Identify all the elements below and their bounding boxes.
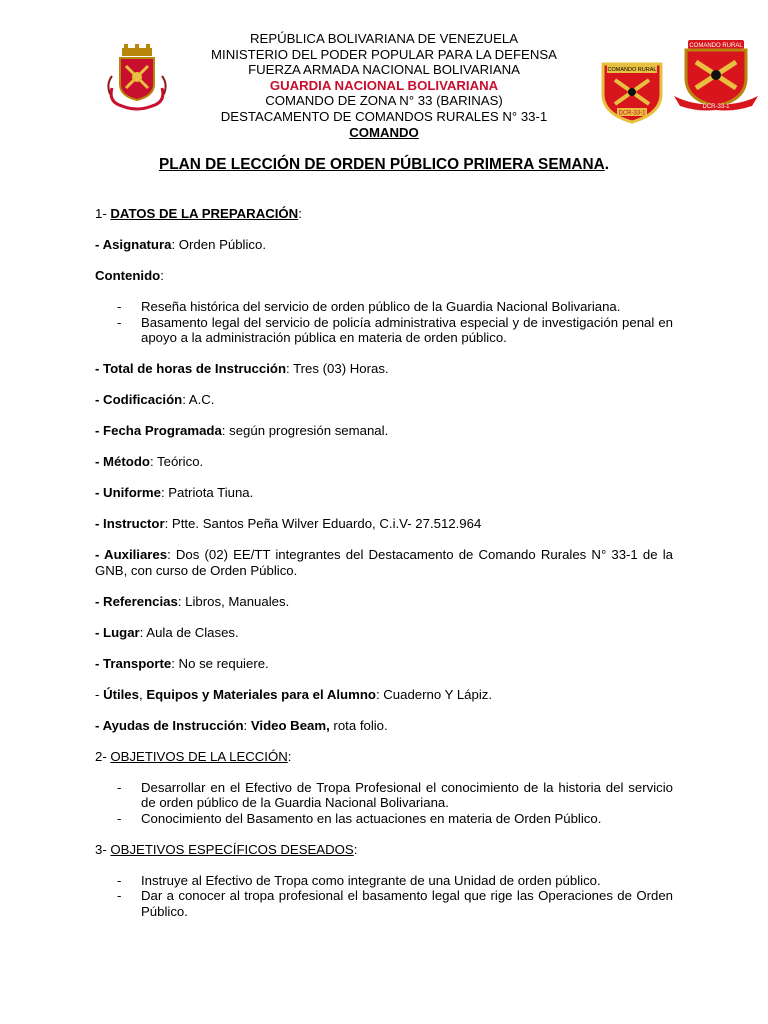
field-label: - Asignatura	[95, 236, 172, 252]
list-item: - Basamento legal del servicio de policía administrativa especial y de investigación penal en apoyo a la administración pública en materia de orden público.	[95, 315, 673, 346]
field-separator: ,	[138, 686, 147, 702]
field-lugar	[95, 625, 673, 641]
field-codificacion	[95, 392, 673, 408]
field-value: : según progresión semanal.	[221, 423, 389, 439]
field-label: - Instructor	[95, 516, 165, 532]
unit-crest-icon	[674, 40, 758, 112]
badge-bottom-text: DCR-33-1	[618, 110, 646, 117]
field-colon: :	[243, 717, 251, 733]
field-colon: :	[160, 267, 164, 283]
field-value: : Patriota Tiuna.	[160, 485, 254, 501]
section-number: 3-	[95, 841, 111, 857]
document-header	[150, 31, 618, 140]
field-label: - Transporte	[95, 655, 172, 671]
field-fecha	[95, 423, 673, 439]
field-asignatura	[95, 237, 673, 253]
list-item: - Reseña histórica del servicio de orden público de la Guardia Nacional Bolivariana.	[95, 299, 673, 315]
field-label: Contenido	[95, 267, 161, 283]
section-title: DATOS DE LA PREPARACIÓN	[110, 206, 299, 221]
section-title: OBJETIVOS DE LA LECCIÓN	[110, 748, 288, 764]
list-item: - Desarrollar en el Efectivo de Tropa Profesional el conocimiento de la historia del servicio de orden público de la Guardia Nacional Bolivariana.	[95, 780, 673, 811]
field-label: - Total de horas de Instrucción	[95, 361, 286, 377]
field-label: - Codificación	[95, 392, 183, 408]
section-3-heading	[95, 842, 673, 858]
crest-bottom-text: DCR-33-1	[702, 104, 730, 110]
field-horas	[95, 361, 673, 377]
page-title	[95, 156, 673, 174]
header-line-destacamento: DESTACAMENTO DE COMANDOS RURALES N° 33-1	[220, 108, 548, 124]
field-value: : A.C.	[182, 392, 215, 408]
list-item: - Dar a conocer al tropa profesional el basamento legal que rige las Operaciones de Orden Público.	[95, 888, 673, 919]
field-value: : No se requiere.	[171, 655, 269, 671]
field-auxiliares	[95, 547, 673, 578]
list-item: - Conocimiento del Basamento en las actuaciones en materia de Orden Público.	[95, 811, 673, 827]
objetivos-list	[95, 780, 673, 827]
title-text: PLAN DE LECCIÓN DE ORDEN PÚBLICO PRIMERA SEMANA	[158, 156, 605, 173]
section-colon: :	[298, 206, 302, 221]
field-contenido	[95, 268, 673, 284]
field-label: Equipos y Materiales para el Alumno	[146, 686, 376, 702]
field-value: : Aula de Clases.	[139, 624, 239, 640]
section-1-heading	[95, 206, 673, 222]
field-label: - Uniforme	[95, 485, 161, 501]
field-value: : Ptte. Santos Peña Wilver Eduardo, C.i.V- 27.512.964	[164, 516, 482, 532]
badge-top-text: COMANDO RURAL	[607, 67, 657, 73]
list-item: - Instruye al Efectivo de Tropa como integrante de una Unidad de orden público.	[95, 873, 673, 889]
field-prefix: -	[95, 686, 104, 702]
header-line-fanb: FUERZA ARMADA NACIONAL BOLIVARIANA	[248, 62, 520, 78]
header-line-comando: COMANDO	[349, 124, 419, 140]
field-uniforme	[95, 485, 673, 501]
section-2-heading	[95, 749, 673, 765]
unit-shield-icon	[597, 58, 667, 124]
field-value: : Orden Público.	[171, 236, 267, 252]
contenido-list	[95, 299, 673, 346]
field-value: : Teórico.	[149, 454, 204, 470]
header-line-gnb: GUARDIA NACIONAL BOLIVARIANA	[269, 77, 499, 93]
field-label: - Fecha Programada	[95, 423, 222, 439]
crest-top-text: COMANDO RURAL	[689, 43, 743, 49]
header-line-republic: REPÚBLICA BOLIVARIANA DE VENEZUELA	[250, 31, 518, 46]
header-line-ministry: MINISTERIO DEL PODER POPULAR PARA LA DEFENSA	[211, 46, 557, 62]
field-utiles	[95, 687, 673, 703]
section-number: 2-	[95, 748, 111, 764]
field-value: : Libros, Manuales.	[177, 593, 290, 609]
field-label: - Método	[95, 454, 150, 470]
field-transporte	[95, 656, 673, 672]
field-value: : Tres (03) Horas.	[286, 361, 389, 377]
field-value-bold: Video Beam,	[250, 717, 330, 733]
field-label: Útiles	[103, 686, 139, 702]
field-value: rota folio.	[329, 717, 388, 733]
document-body	[95, 206, 673, 935]
field-instructor	[95, 516, 673, 532]
field-label: - Ayudas de Instrucción	[95, 717, 244, 733]
objetivos-especificos-list	[95, 873, 673, 920]
section-number: 1-	[95, 206, 111, 221]
title-dot: .	[604, 156, 610, 173]
section-title: OBJETIVOS ESPECÍFICOS DESEADOS	[110, 841, 354, 857]
header-line-zona: COMANDO DE ZONA N° 33 (BARINAS)	[265, 93, 503, 109]
section-colon: :	[353, 841, 358, 857]
field-label: - Lugar	[95, 624, 140, 640]
field-referencias	[95, 594, 673, 610]
field-label: - Referencias	[95, 593, 178, 609]
field-label: - Auxiliares	[95, 547, 168, 563]
field-value: : Dos (02) EE/TT integrantes del Destacamento de Comando Rurales N° 33-1 de la GNB, con curso de Orden Público.	[95, 547, 673, 578]
field-ayudas	[95, 718, 673, 734]
field-value: : Cuaderno Y Lápiz.	[375, 686, 493, 702]
field-metodo	[95, 454, 673, 470]
section-colon: :	[287, 748, 292, 764]
